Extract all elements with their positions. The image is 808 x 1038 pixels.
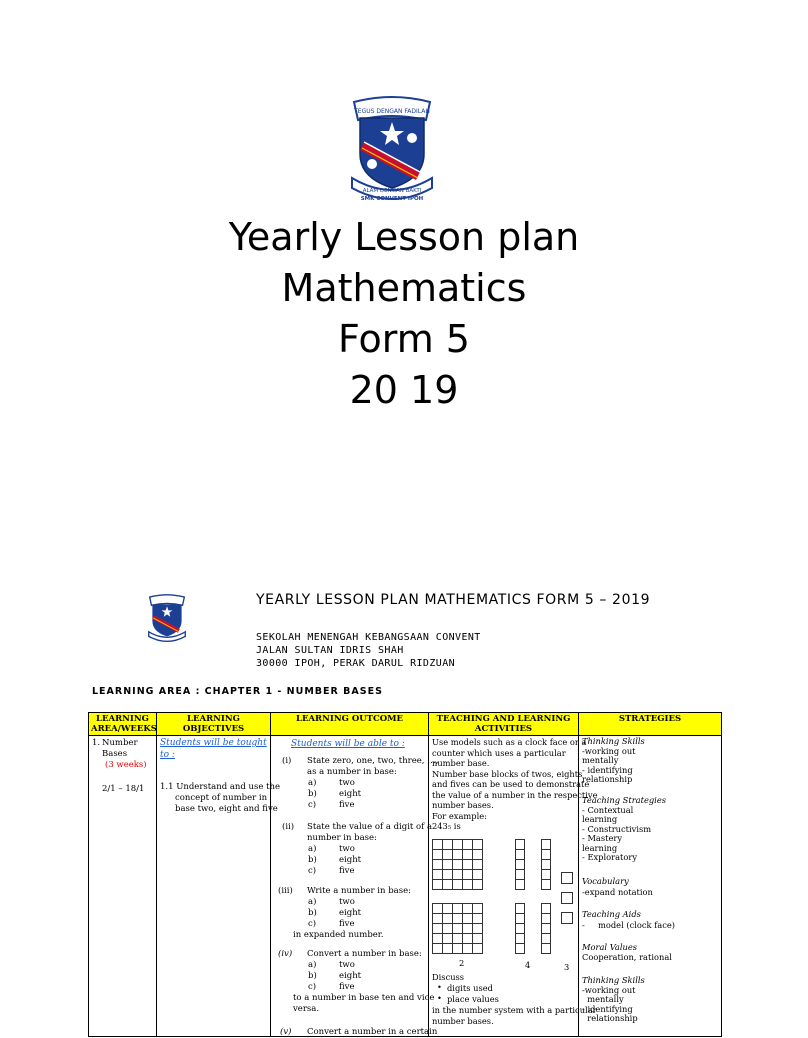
- outcome-sub-text: five: [339, 982, 355, 992]
- block-label: 4: [525, 960, 531, 970]
- area-name: Number: [102, 738, 138, 748]
- outcome-text: State the value of a digit of a: [307, 822, 433, 832]
- objective-line: 1.1 Understand and use the: [160, 782, 281, 792]
- activity-line: number bases.: [432, 800, 494, 810]
- objectives-intro-2: to :: [160, 750, 175, 760]
- outcome-sub-text: five: [339, 866, 355, 876]
- outcome-sub-label: b): [308, 971, 317, 981]
- activity-line: Discuss: [432, 972, 465, 982]
- document-title: YEARLY LESSON PLAN MATHEMATICS FORM 5 – 2019: [256, 592, 651, 608]
- area-dates: 2/1 – 18/1: [102, 784, 145, 794]
- outcome-sub-text: five: [339, 800, 355, 810]
- outcome-text: to a number in base ten and vice: [293, 993, 435, 1003]
- col-header-outcome: LEARNING OUTCOME: [271, 713, 429, 736]
- strategy-line: - model (clock face): [582, 920, 676, 930]
- outcome-sub-text: eight: [339, 855, 362, 865]
- outcome-text: as a number in base:: [307, 767, 397, 777]
- outcome-sub-label: c): [308, 800, 317, 810]
- outcome-num: (i): [282, 756, 292, 766]
- area-duration: (3 weeks): [105, 760, 147, 770]
- outcome-intro: Students will be able to :: [291, 739, 405, 749]
- outcome-sub-label: a): [308, 844, 317, 854]
- activity-line: number base.: [432, 758, 490, 768]
- activity-line: Use models such as a clock face or a: [432, 737, 587, 747]
- strategy-line: -working out: [582, 985, 636, 995]
- cell-objectives: [157, 736, 281, 1037]
- table-header-row: [89, 713, 722, 736]
- activity-bullet: place values: [447, 994, 499, 1004]
- rod-5: [515, 904, 525, 954]
- objective-line: concept of number in: [175, 793, 268, 803]
- block-25: [433, 840, 483, 890]
- area-name-2: Bases: [102, 749, 128, 759]
- school-street: JALAN SULTAN IDRIS SHAH: [256, 645, 404, 656]
- outcome-num: (ii): [282, 822, 295, 832]
- strategy-line: - Constructivism: [582, 824, 652, 834]
- outcome-sub-label: b): [308, 789, 317, 799]
- cover-title: [0, 212, 808, 416]
- col-header-area: LEARNING AREA/WEEKS: [89, 713, 157, 736]
- activity-bullet: digits used: [447, 983, 493, 993]
- outcome-text: Write a number in base:: [307, 886, 411, 896]
- cover-title-line: Form 5: [338, 317, 470, 361]
- activity-line: For example:: [432, 811, 487, 821]
- strategy-line: relationship: [582, 774, 633, 784]
- outcome-sub-label: c): [308, 866, 317, 876]
- cell-learning-area: [89, 736, 157, 1037]
- activity-line: 243₅ is: [432, 821, 461, 831]
- strategy-line: -expand notation: [582, 887, 653, 897]
- outcome-sub-label: c): [308, 919, 317, 929]
- outcome-sub-label: a): [308, 897, 317, 907]
- cover-title-line: Yearly Lesson plan: [228, 215, 580, 259]
- strategy-line: relationship: [582, 1013, 638, 1023]
- activity-line: number bases.: [432, 1016, 494, 1026]
- school-crest-logo: [346, 92, 438, 208]
- activity-line: counter which uses a particular: [432, 748, 566, 758]
- outcome-text: in expanded number.: [293, 930, 384, 940]
- outcome-sub-label: c): [308, 982, 317, 992]
- outcome-num: (v): [280, 1027, 292, 1037]
- area-number: 1.: [92, 738, 101, 748]
- outcome-sub-text: five: [339, 919, 355, 929]
- bullet-icon: •: [437, 993, 442, 1003]
- cell-activities: [429, 736, 598, 1037]
- strategy-line: Cooperation, rational: [582, 952, 672, 962]
- strategy-line: - identifying: [582, 765, 633, 775]
- cell-outcome: [271, 736, 439, 1037]
- activity-line: Number base blocks of twos, eights: [432, 769, 583, 779]
- outcome-sub-label: a): [308, 960, 317, 970]
- strategy-line: learning: [582, 814, 618, 824]
- outcome-sub-text: eight: [339, 789, 362, 799]
- strategy-line: - identifying: [582, 1004, 633, 1014]
- outcome-sub-label: a): [308, 778, 317, 788]
- outcome-sub-text: two: [339, 897, 355, 907]
- rod-5: [515, 840, 525, 890]
- strategy-line: mentally: [582, 755, 619, 765]
- block-label: 3: [564, 962, 570, 972]
- lesson-plan-table: [88, 712, 722, 1037]
- unit-block: [561, 892, 573, 904]
- col-header-activities: TEACHING AND LEARNING ACTIVITIES: [429, 713, 579, 736]
- outcome-text: versa.: [293, 1004, 320, 1014]
- outcome-num: (iii): [278, 886, 293, 896]
- block-25: [433, 904, 483, 954]
- outcome-text: number in base:: [307, 833, 377, 843]
- activity-line: in the number system with a particular: [432, 1005, 597, 1015]
- cell-strategies: [579, 736, 722, 1037]
- outcome-num: (iv): [278, 949, 293, 959]
- strategy-title: Teaching Aids: [582, 909, 641, 919]
- activity-line: and fives can be used to demonstrate: [432, 779, 590, 789]
- table-row: [89, 736, 722, 1037]
- unit-block: [561, 872, 573, 884]
- rod-5: [541, 904, 551, 954]
- svg-text:ALAM DENGAN BAKTI: ALAM DENGAN BAKTI: [362, 188, 422, 194]
- strategy-title: Thinking Skills: [582, 975, 645, 985]
- outcome-text: State zero, one, two, three, …,: [307, 756, 439, 766]
- strategy-title: Thinking Skills: [582, 736, 645, 746]
- strategy-line: mentally: [582, 994, 624, 1004]
- school-city: 30000 IPOH, PERAK DARUL RIDZUAN: [256, 658, 456, 669]
- strategy-line: learning: [582, 843, 618, 853]
- rod-5: [541, 840, 551, 890]
- block-label: 2: [459, 958, 465, 968]
- learning-area-heading: LEARNING AREA : CHAPTER 1 - NUMBER BASES: [92, 686, 383, 697]
- objective-line: base two, eight and five: [175, 804, 278, 814]
- strategy-line: - Mastery: [582, 833, 623, 843]
- strategy-line: - Exploratory: [582, 852, 638, 862]
- cover-title-line: Mathematics: [281, 266, 527, 310]
- strategy-line: -working out: [582, 746, 636, 756]
- outcome-sub-text: eight: [339, 971, 362, 981]
- outcome-text: Convert a number in a certain: [307, 1027, 438, 1037]
- outcome-sub-text: two: [339, 960, 355, 970]
- objectives-intro: Students will be tought: [160, 738, 267, 748]
- svg-text:TEGUS DENGAN FADILAH: TEGUS DENGAN FADILAH: [354, 108, 430, 115]
- outcome-sub-text: two: [339, 844, 355, 854]
- school-crest-logo-small: [146, 592, 188, 646]
- col-header-strategies: STRATEGIES: [579, 713, 722, 736]
- school-name: SEKOLAH MENENGAH KEBANGSAAN CONVENT: [256, 632, 481, 643]
- cover-title-line: 20 19: [349, 368, 459, 412]
- strategy-line: - Contextual: [582, 805, 634, 815]
- strategy-title: Teaching Strategies: [582, 795, 666, 805]
- unit-block: [561, 912, 573, 924]
- outcome-sub-label: b): [308, 855, 317, 865]
- strategy-title: Moral Values: [582, 942, 638, 952]
- bullet-icon: •: [437, 982, 442, 992]
- col-header-objectives: LEARNING OBJECTIVES: [157, 713, 271, 736]
- outcome-text: Convert a number in base:: [307, 949, 422, 959]
- activity-line: the value of a number in the respective: [432, 790, 598, 800]
- outcome-sub-label: b): [308, 908, 317, 918]
- outcome-sub-text: two: [339, 778, 355, 788]
- outcome-sub-text: eight: [339, 908, 362, 918]
- strategy-title: Vocabulary: [582, 876, 629, 886]
- svg-text:SMK CONVENT IPOH: SMK CONVENT IPOH: [360, 196, 424, 202]
